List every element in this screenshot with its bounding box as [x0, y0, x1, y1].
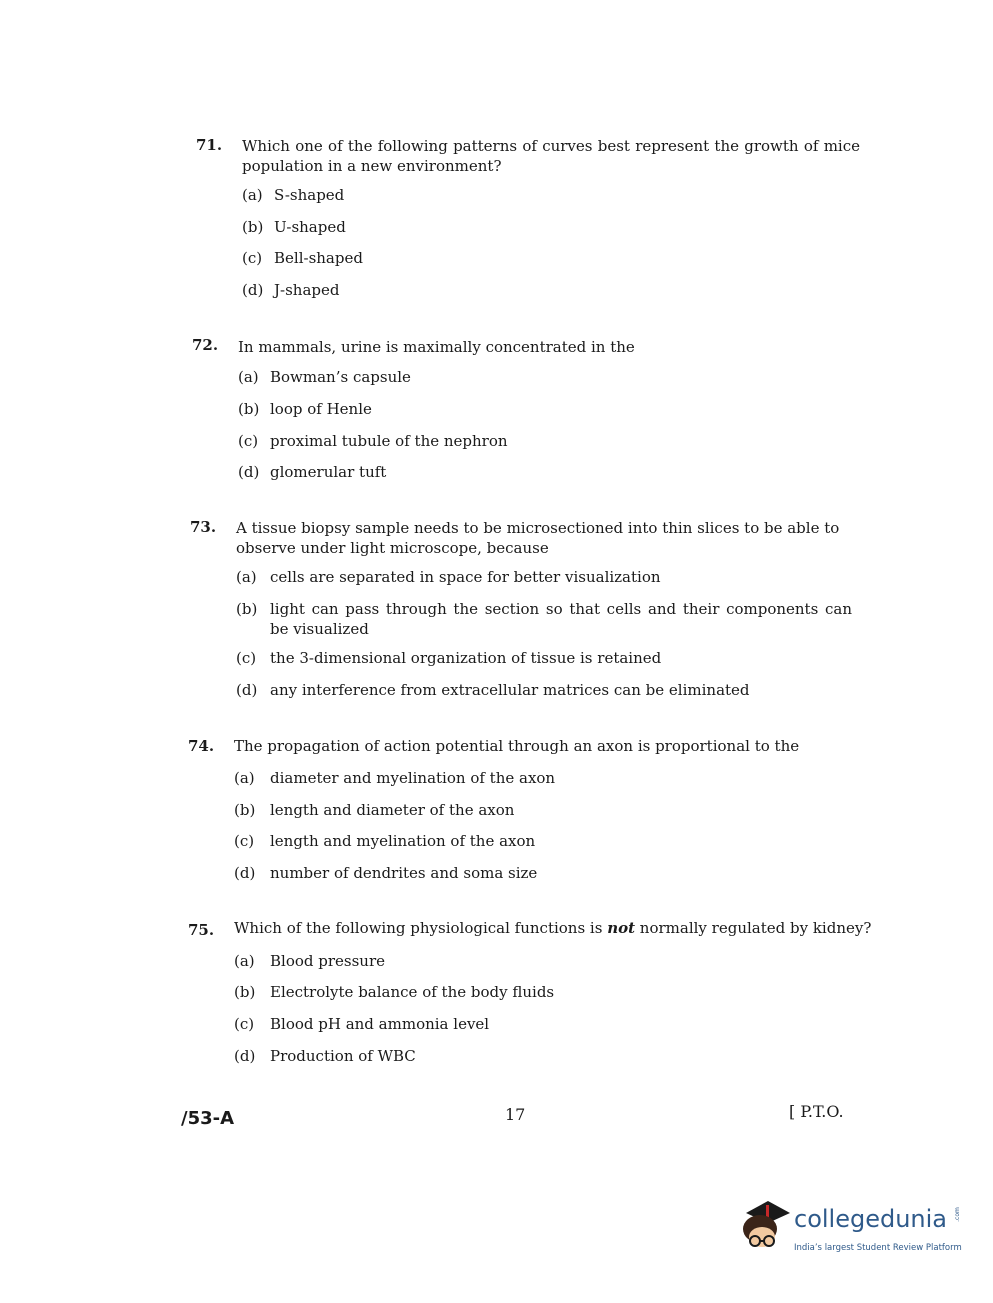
option-c: (c) Bell-shaped — [242, 249, 363, 267]
option-c: (c) the 3-dimensional organization of tissue is retained — [236, 649, 662, 667]
option-d: (d) any interference from extracellular matrices can be eliminated — [236, 681, 750, 699]
question-text: A tissue biopsy sample needs to be microsectioned into thin slices to be able to observe under light microscope, because — [236, 519, 840, 557]
option-b: (b) length and diameter of the axon — [234, 801, 515, 819]
pto-marker: [ P.T.O. — [789, 1102, 844, 1121]
question-number: 71. — [196, 136, 223, 154]
option-c: (c) Blood pH and ammonia level — [234, 1015, 490, 1033]
option-d: (d) number of dendrites and soma size — [234, 864, 538, 882]
option-b: (b) Electrolyte balance of the body fluids — [234, 983, 555, 1001]
page-number: 17 — [505, 1105, 526, 1124]
option-b: (b) U-shaped — [242, 218, 346, 236]
option-d: (d) Production of WBC — [234, 1047, 416, 1065]
brand-domain: .com — [953, 1207, 961, 1222]
option-b: (b) light can pass through the section so that cells and their components can be visualized — [236, 600, 852, 638]
question-text: Which one of the following patterns of curves best represent the growth of mice population in a new environment? — [242, 137, 860, 175]
option-a: (a) Bowman’s capsule — [238, 368, 411, 386]
option-a: (a) cells are separated in space for better visualization — [236, 568, 661, 586]
emphasis-not: not — [607, 919, 636, 937]
question-number: 72. — [192, 336, 219, 354]
question-text: The propagation of action potential through an axon is proportional to the — [234, 737, 800, 755]
brand-tagline: India’s largest Student Review Platform — [794, 1243, 962, 1253]
option-a: (a) diameter and myelination of the axon — [234, 769, 556, 787]
option-d: (d) J-shaped — [242, 281, 340, 299]
question-number: 75. — [188, 921, 215, 939]
brand-name: collegedunia — [794, 1205, 948, 1233]
option-d: (d) glomerular tuft — [238, 463, 387, 481]
option-a: (a) Blood pressure — [234, 952, 386, 970]
question-number: 74. — [188, 737, 215, 755]
option-a: (a) S-shaped — [242, 186, 345, 204]
question-text: Which of the following physiological functions is not normally regulated by kidney? — [234, 919, 872, 937]
mascot-icon — [738, 1195, 794, 1257]
option-c: (c) length and myelination of the axon — [234, 832, 536, 850]
option-b: (b) loop of Henle — [238, 400, 372, 418]
option-c: (c) proximal tubule of the nephron — [238, 432, 508, 450]
question-number: 73. — [190, 518, 217, 536]
collegedunia-watermark — [738, 1195, 968, 1265]
paper-code: /53-A — [181, 1108, 235, 1129]
question-text: In mammals, urine is maximally concentrated in the — [238, 338, 635, 356]
